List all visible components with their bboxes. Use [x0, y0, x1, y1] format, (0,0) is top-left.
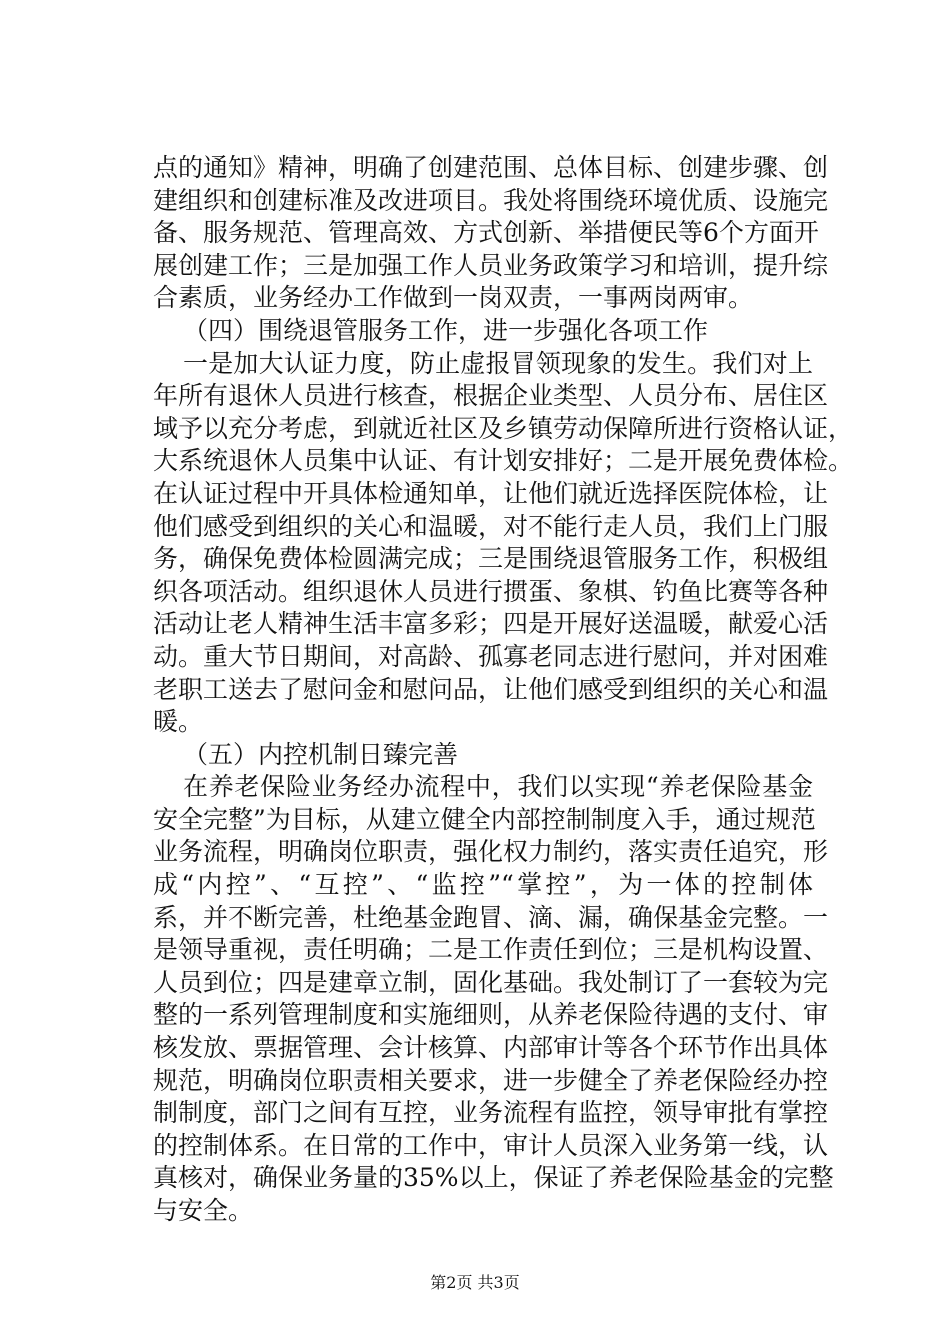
- text-line: 系，并不断完善，杜绝基金跑冒、滴、漏，确保基金完整。一: [153, 902, 829, 932]
- text-line: 整的一系列管理制度和实施细则，从养老保险待遇的支付、审: [153, 1000, 829, 1030]
- text-line: 域予以充分考虑，到就近社区及乡镇劳动保障所进行资格认证，: [153, 413, 854, 443]
- text-line: 合素质，业务经办工作做到一岗双责，一事两岗两审。: [153, 283, 754, 313]
- text-line: 务，确保免费体检圆满完成；三是围绕退管服务工作，积极组: [153, 544, 829, 574]
- text-line: 核发放、票据管理、会计核算、内部审计等各个环节作出具体: [153, 1033, 829, 1063]
- text-line: 建组织和创建标准及改进项目。我处将围绕环境优质、设施完: [153, 185, 829, 215]
- body-text: [153, 152, 854, 1228]
- text-line: 制制度，部门之间有互控，业务流程有监控，领导审批有掌控: [153, 1098, 829, 1128]
- text-line: 安全完整”为目标，从建立健全内部控制制度入手，通过规范: [153, 804, 816, 834]
- text-line: 老职工送去了慰问金和慰问品，让他们感受到组织的关心和温: [153, 674, 829, 704]
- text-line: 业务流程，明确岗位职责，强化权力制约，落实责任追究，形: [153, 837, 829, 867]
- text-line: 成“内控”、“互控”、“监控”“掌控”，为一体的控制体: [153, 870, 813, 900]
- text-line: 人员到位；四是建章立制，固化基础。我处制订了一套较为完: [153, 967, 829, 997]
- text-line: 暖。: [153, 707, 204, 737]
- text-line: 一是加大认证力度，防止虚报冒领现象的发生。我们对上: [183, 348, 813, 378]
- section-heading-5: （五）内控机制日臻完善: [183, 739, 459, 769]
- text-line: 在认证过程中开具体检通知单，让他们就近选择医院体检，让: [153, 478, 829, 508]
- text-line: 备、服务规范、管理高效、方式创新、举措便民等6个方面开: [153, 218, 819, 248]
- text-line: 大系统退休人员集中认证、有计划安排好；二是开展免费体检。: [153, 446, 854, 476]
- page-footer: [0, 1273, 950, 1293]
- text-line: 在养老保险业务经办流程中，我们以实现“养老保险基金: [183, 772, 813, 802]
- text-line: 活动让老人精神生活丰富多彩；四是开展好送温暖，献爱心活: [153, 609, 829, 639]
- text-line: 织各项活动。组织退休人员进行掼蛋、象棋、钓鱼比赛等各种: [153, 576, 829, 606]
- text-line: 真核对，确保业务量的35%以上，保证了养老保险基金的完整: [153, 1163, 834, 1193]
- text-line: 的控制体系。在日常的工作中，审计人员深入业务第一线，认: [153, 1130, 829, 1160]
- page-number: 第2页 共3页: [430, 1273, 520, 1292]
- text-line: 是领导重视，责任明确；二是工作责任到位；三是机构设置、: [153, 935, 829, 965]
- text-line: 年所有退休人员进行核查，根据企业类型、人员分布、居住区: [153, 381, 829, 411]
- text-line: 动。重大节日期间，对高龄、孤寡老同志进行慰问，并对困难: [153, 641, 829, 671]
- text-line: 展创建工作；三是加强工作人员业务政策学习和培训，提升综: [153, 250, 829, 280]
- text-line: 与安全。: [153, 1196, 254, 1225]
- text-line: 他们感受到组织的关心和温暖，对不能行走人员，我们上门服: [153, 511, 829, 541]
- text-line: 规范，明确岗位职责相关要求，进一步健全了养老保险经办控: [153, 1065, 829, 1095]
- section-heading-4: （四）围绕退管服务工作，进一步强化各项工作: [183, 315, 709, 345]
- text-line: 点的通知》精神，明确了创建范围、总体目标、创建步骤、创: [153, 153, 829, 182]
